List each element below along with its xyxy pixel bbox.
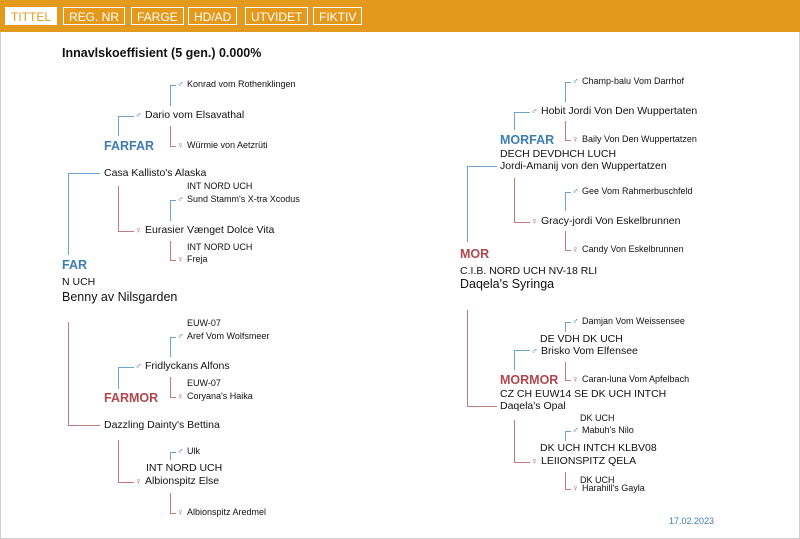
male-icon: ♂	[135, 361, 142, 371]
female-icon: ♀	[572, 483, 579, 493]
connector	[118, 116, 119, 136]
connector	[514, 350, 515, 370]
inbreeding-coefficient: Innavlskoeffisient (5 gen.) 0.000%	[62, 46, 262, 60]
tab-fiktiv[interactable]: FIKTIV	[313, 7, 362, 25]
connector	[514, 350, 530, 351]
gen4-nilo-title: DK UCH	[580, 413, 615, 423]
connector	[118, 231, 134, 232]
farmor-name[interactable]: Dazzling Dainty's Bettina	[104, 419, 220, 431]
female-icon: ♀	[572, 134, 579, 144]
connector	[514, 112, 515, 130]
connector	[514, 222, 530, 223]
farmor-father[interactable]: ♂ Fridlyckans Alfons	[135, 360, 230, 372]
mormor-title: CZ CH EUW14 SE DK UCH INTCH	[500, 388, 667, 400]
female-icon: ♀	[177, 254, 184, 264]
morfar-title: DECH DEVDHCH LUCH	[500, 148, 617, 160]
connector	[565, 431, 566, 441]
gen4-caran-luna[interactable]: ♀ Caran-luna Vom Apfelbach	[572, 374, 690, 384]
female-icon: ♀	[177, 507, 184, 517]
connector	[170, 493, 171, 513]
connector	[170, 337, 171, 357]
connector	[467, 310, 468, 406]
mormor-mother-title: DK UCH INTCH KLBV08	[540, 442, 657, 454]
connector	[170, 241, 171, 260]
morfar-father[interactable]: ♂ Hobit Jordi Von Den Wuppertaten	[531, 105, 698, 117]
mormor-name[interactable]: Daqela's Opal	[500, 400, 566, 412]
gen4-freja[interactable]: ♀ Freja	[177, 254, 208, 264]
connector	[170, 85, 171, 106]
connector	[118, 440, 119, 482]
connector	[514, 462, 530, 463]
connector	[565, 121, 566, 140]
morfar-role-label: MORFAR	[500, 133, 555, 147]
female-icon: ♀	[572, 244, 579, 254]
mormor-mother[interactable]: ♀ LEIIONSPITZ QELA	[531, 455, 637, 467]
tab-hd-ad[interactable]: HD/AD	[188, 7, 237, 25]
connector	[170, 126, 171, 146]
farfar-father[interactable]: ♂ Dario vom Elsavathal	[135, 109, 245, 121]
top-tab-bar	[0, 0, 800, 32]
gen4-xcodus[interactable]: ♂ Sund Stamm's X-tra Xcodus	[177, 194, 300, 204]
gen4-champ-balu[interactable]: ♂ Champ-balu Vom Darrhof	[572, 76, 685, 86]
gen4-aref[interactable]: ♂ Aref Vom Wolfsmeer	[177, 331, 270, 341]
morfar-name[interactable]: Jordi-Amanij von den Wuppertatzen	[500, 160, 667, 172]
female-icon: ♀	[531, 456, 538, 466]
farmor-mother-title: INT NORD UCH	[146, 462, 223, 474]
gen4-damjan[interactable]: ♂ Damjan Vom Weissensee	[572, 316, 685, 326]
connector	[467, 166, 468, 242]
mor-title: C.I.B. NORD UCH NV-18 RLI	[460, 265, 598, 277]
connector	[565, 231, 566, 250]
connector	[170, 452, 171, 460]
connector	[170, 377, 171, 397]
gen4-aref-title: EUW-07	[187, 318, 221, 328]
connector	[514, 420, 515, 462]
connector	[467, 166, 497, 167]
male-icon: ♂	[572, 186, 579, 196]
connector	[68, 425, 100, 426]
connector	[118, 116, 134, 117]
mormor-father-title: DE VDH DK UCH	[540, 333, 623, 345]
connector	[170, 200, 171, 221]
connector	[565, 472, 566, 489]
farfar-name[interactable]: Casa Kallisto's Alaska	[104, 167, 207, 179]
farfar-mother[interactable]: ♀ Eurasier Vænget Dolce Vita	[135, 224, 275, 236]
farmor-role-label: FARMOR	[104, 391, 159, 405]
connector	[565, 82, 566, 102]
male-icon: ♂	[572, 316, 579, 326]
gen4-freja-title: INT NORD UCH	[187, 242, 253, 252]
mor-name[interactable]: Daqela's Syringa	[460, 277, 555, 291]
mormor-father[interactable]: ♂ Brisko Vom Elfensee	[531, 345, 638, 357]
female-icon: ♀	[135, 476, 142, 486]
gen4-konrad[interactable]: ♂ Konrad vom Rothenklingen	[177, 79, 296, 89]
connector	[565, 322, 566, 332]
female-icon: ♀	[177, 140, 184, 150]
connector	[565, 192, 566, 211]
tab-tittel[interactable]: TITTEL	[5, 7, 57, 25]
male-icon: ♂	[135, 110, 142, 120]
morfar-mother[interactable]: ♀ Gracy-jordi Von Eskelbrunnen	[531, 215, 681, 227]
male-icon: ♂	[572, 425, 579, 435]
female-icon: ♀	[135, 225, 142, 235]
gen4-gee[interactable]: ♂ Gee Vom Rahmerbuschfeld	[572, 186, 693, 196]
tab-reg-nr[interactable]: REG. NR	[63, 7, 125, 25]
connector	[68, 173, 100, 174]
male-icon: ♂	[177, 331, 184, 341]
gen4-xcodus-title: INT NORD UCH	[187, 181, 253, 191]
connector	[68, 322, 69, 426]
male-icon: ♂	[531, 106, 538, 116]
connector	[68, 173, 69, 255]
tab-utvidet[interactable]: UTVIDET	[245, 7, 308, 25]
connector	[118, 186, 119, 231]
mormor-role-label: MORMOR	[500, 373, 559, 387]
male-icon: ♂	[177, 194, 184, 204]
gen4-haika[interactable]: ♀ Coryana's Haika	[177, 391, 253, 401]
gen4-candy[interactable]: ♀ Candy Von Eskelbrunnen	[572, 244, 684, 254]
date-stamp: 17.02.2023	[669, 516, 715, 526]
gen4-ulk[interactable]: ♂ Ulk	[177, 446, 200, 456]
gen4-gayla[interactable]: ♀ Harahill's Gayla	[572, 483, 645, 493]
farmor-mother[interactable]: ♀ Albionspitz Else	[135, 475, 220, 487]
connector	[118, 482, 134, 483]
farfar-role-label: FARFAR	[104, 139, 154, 153]
female-icon: ♀	[531, 216, 538, 226]
tab-farge[interactable]: FARGE	[131, 7, 184, 25]
connector	[467, 406, 497, 407]
mor-role-label: MOR	[460, 247, 490, 261]
far-name[interactable]: Benny av Nilsgarden	[62, 290, 178, 304]
male-icon: ♂	[177, 79, 184, 89]
gen4-baily[interactable]: ♀ Baily Von Den Wuppertatzen	[572, 134, 697, 144]
gen4-aredmel[interactable]: ♀ Albionspitz Aredmel	[177, 507, 267, 517]
gen4-wurmie[interactable]: ♀ Würmie von Aetzrüti	[177, 140, 268, 150]
female-icon: ♀	[177, 391, 184, 401]
gen4-nilo[interactable]: ♂ Mabuh's Nilo	[572, 425, 634, 435]
connector	[514, 178, 515, 222]
gen4-gayla-title: DK UCH	[580, 475, 615, 485]
connector	[118, 367, 134, 368]
male-icon: ♂	[572, 76, 579, 86]
connector	[514, 112, 530, 113]
far-role-label: FAR	[62, 258, 87, 272]
far-title: N UCH	[62, 276, 96, 288]
female-icon: ♀	[572, 374, 579, 384]
gen4-haika-title: EUW-07	[187, 378, 221, 388]
male-icon: ♂	[531, 346, 538, 356]
connector	[565, 362, 566, 380]
male-icon: ♂	[177, 446, 184, 456]
connector	[118, 367, 119, 389]
